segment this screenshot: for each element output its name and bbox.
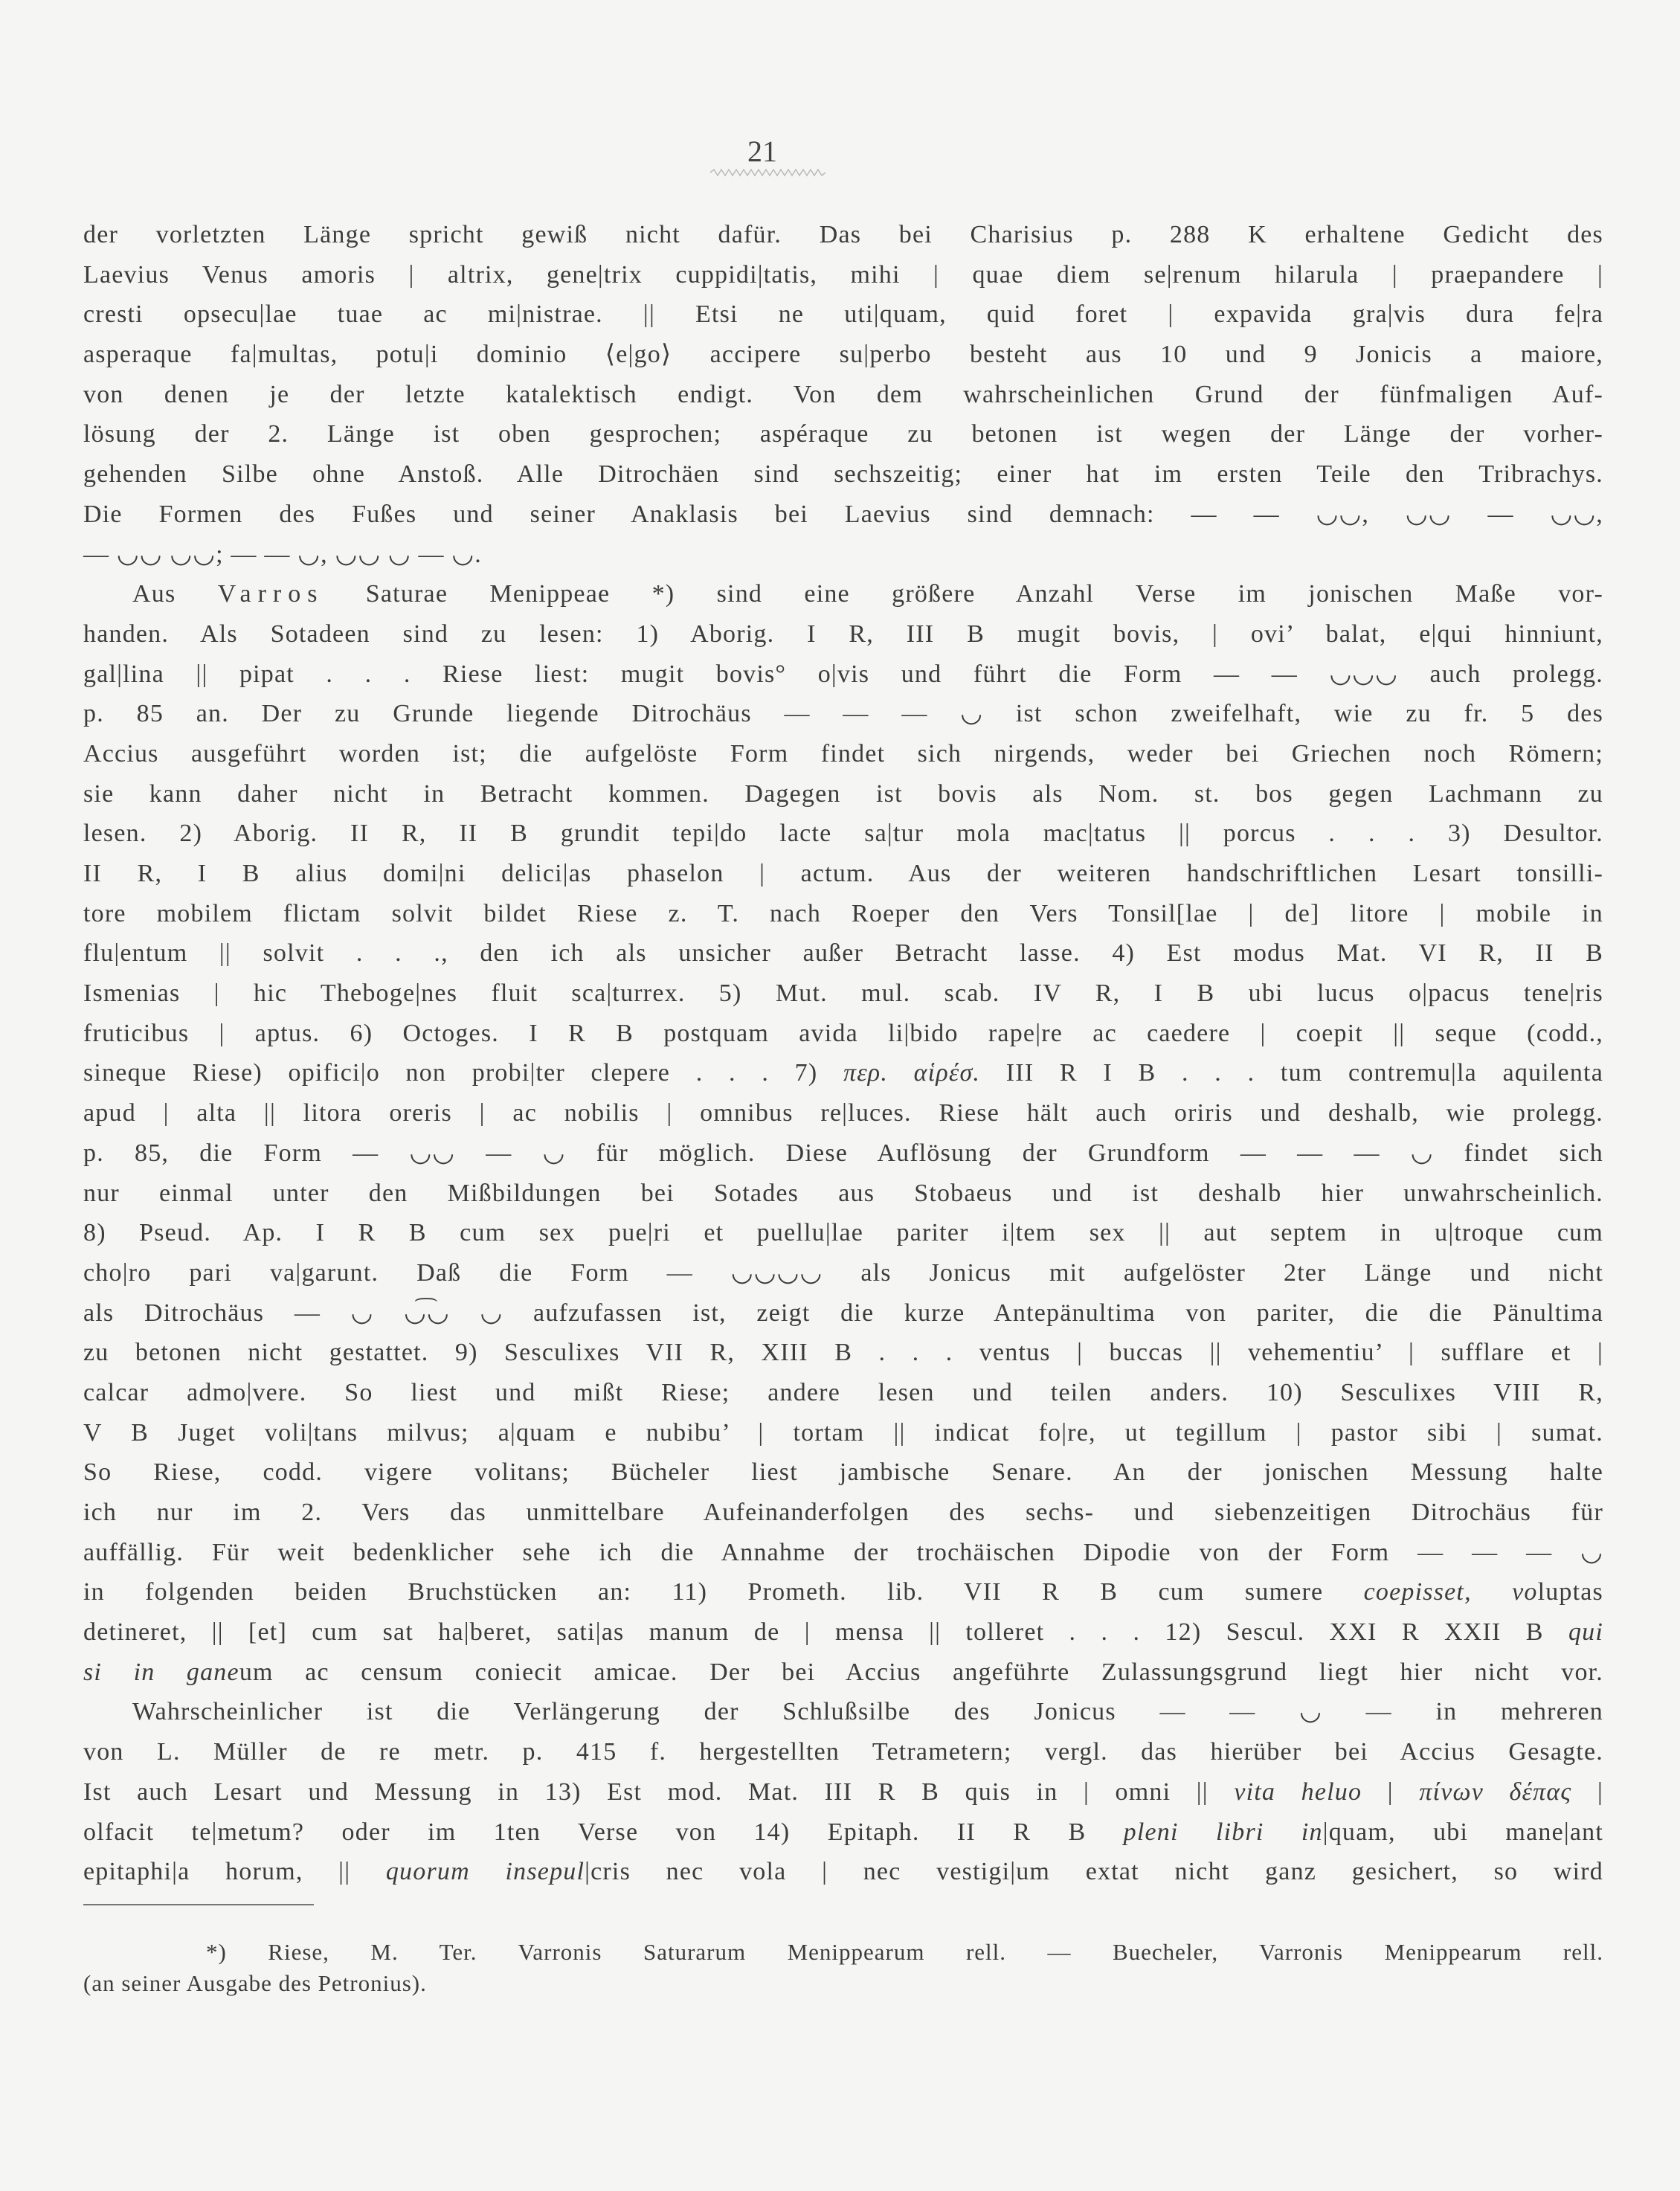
text-run: III R I B . . . tum contremu|la aquilenta: [980, 1059, 1603, 1087]
text-line: [83, 1732, 1603, 1772]
text-line: [83, 894, 1603, 934]
page-number: 21: [747, 135, 777, 168]
text-line: [83, 1053, 1603, 1093]
paragraph: [83, 1692, 1603, 1891]
text-line: [83, 1373, 1603, 1413]
text-run: lösung der 2. Länge ist oben gesprochen; aspéraque zu betonen ist wegen der Länge der vorher-: [83, 420, 1603, 448]
text-run: Laevius Venus amoris | altrix, gene|trix cuppidi|tatis, mihi | quae diem se|renum hilarula | praepandere |: [83, 260, 1603, 289]
text-run: Accius ausgeführt worden ist; die aufgelöste Form findet sich nirgends, weder bei Griechen noch Römern;: [83, 739, 1603, 768]
text-line: [83, 1612, 1603, 1653]
text-line: [83, 1493, 1603, 1533]
text-run: asperaque fa|multas, potu|i dominio ⟨e|go⟩ accipere su|perbo besteht aus 10 und 9 Jonicis a maiore,: [83, 341, 1603, 369]
text-run: — ◡◡ ◡◡; — — ◡, ◡◡ ◡ — ◡.: [83, 540, 482, 568]
text-run: fruticibus | aptus. 6) Octoges. I R B postquam avida li|bido rape|re ac caedere | coepit || seque (codd.,: [83, 1019, 1603, 1047]
text-run: So Riese, codd. vigere volitans; Bücheler liest jambische Senare. An der jonischen Messung halte: [83, 1458, 1603, 1487]
text-run: als Ditrochäus — ◡ ◡͡◡ ◡ aufzufassen ist, zeigt die kurze Antepänultima von pariter, die die Pänultima: [83, 1299, 1603, 1327]
footnote-line: (an seiner Ausgabe des Petronius).: [83, 1970, 427, 1996]
text-line: [83, 295, 1603, 335]
text-line: [83, 1653, 1603, 1693]
text-run: Wahrscheinlicher ist die Verlängerung der Schlußsilbe des Jonicus — — ◡ — in mehreren: [132, 1698, 1603, 1726]
paragraph: [83, 574, 1603, 1692]
italic-text: quorum insepul: [385, 1858, 585, 1886]
italic-text: pleni libri in: [1123, 1818, 1323, 1846]
text-run: apud | alta || litora oreris | ac nobilis | omnibus re|luces. Riese hält auch oriris und deshalb, wie prolegg.: [83, 1099, 1603, 1127]
italic-text: si in gane: [83, 1658, 239, 1686]
italic-text: vita heluo: [1234, 1777, 1362, 1806]
text-run: cho|ro pari va|garunt. Daß die Form — ◡◡◡◡ als Jonicus mit aufgelöster 2ter Länge und nicht: [83, 1258, 1603, 1287]
text-line: [83, 774, 1603, 814]
text-line: [83, 255, 1603, 295]
text-run: epitaphi|a horum, ||: [83, 1858, 386, 1886]
text-line: [83, 974, 1603, 1014]
text-run: |quam, ubi mane|ant: [1322, 1818, 1604, 1846]
italic-text: πίνων δέπας: [1419, 1777, 1572, 1806]
text-line: [83, 495, 1603, 535]
paragraph: [83, 215, 1603, 574]
italic-text: qui: [1568, 1618, 1603, 1647]
text-run: gal|lina || pipat . . . Riese liest: mugit bovis° o|vis und führt die Form — — ◡◡◡ auch prolegg.: [83, 660, 1603, 688]
text-line: [83, 654, 1603, 695]
text-run: 8) Pseud. Ap. I R B cum sex pue|ri et puellu|lae pariter i|tem sex || aut septem in u|troque cum: [83, 1219, 1603, 1247]
text-line: [83, 335, 1603, 375]
text-run: sineque Riese) opifici|o non probi|ter clepere . . . 7): [83, 1059, 843, 1087]
text-line: [83, 1452, 1603, 1493]
text-line: [83, 814, 1603, 854]
text-run: der vorletzten Länge spricht gewiß nicht dafür. Das bei Charisius p. 288 K erhaltene Gedicht des: [83, 221, 1603, 248]
text-run: Ist auch Lesart und Messung in 13) Est mod. Mat. III R B quis in | omni ||: [83, 1777, 1235, 1806]
text-run: um ac censum coniecit amicae. Der bei Accius angeführte Zulassungsgrund liegt hier nicht vor.: [239, 1658, 1604, 1686]
text-line: [83, 1692, 1603, 1732]
text-line: [83, 694, 1603, 734]
text-run: p. 85, die Form — ◡◡ — ◡ für möglich. Diese Auflösung der Grundform — — — ◡ findet sich: [83, 1139, 1603, 1167]
text-run: von denen je der letzte katalektisch endigt. Von dem wahrscheinlichen Grund der fünfmaligen Auf-: [83, 380, 1603, 408]
text-run: tore mobilem flictam solvit bildet Riese z. T. nach Roeper den Vers Tonsil[lae | de] litore | mobile in: [83, 899, 1603, 927]
text-line: [83, 1852, 1603, 1892]
text-line: [83, 574, 1603, 614]
text-run: von L. Müller de re metr. p. 415 f. hergestellten Tetrametern; vergl. das hierüber bei Accius Gesagte.: [83, 1738, 1603, 1766]
text-run: handen. Als Sotadeen sind zu lesen: 1) Aborig. I R, III B mugit bovis, | ovi’ balat, e|qui hinniunt,: [83, 620, 1603, 648]
text-run: zu betonen nicht gestattet. 9) Sesculixes VII R, XIII B . . . ventus | buccas || vehementiu’ | sufflare et |: [83, 1339, 1603, 1367]
text-line: [83, 1812, 1603, 1853]
spaced-emphasis-text: Varros: [217, 580, 324, 608]
text-run: nur einmal unter den Mißbildungen bei Sotades aus Stobaeus und ist deshalb hier unwahrscheinlich.: [83, 1179, 1603, 1207]
text-run: luptas: [1537, 1578, 1603, 1606]
text-line: [83, 375, 1603, 415]
text-line: [83, 614, 1603, 654]
text-run: calcar admo|vere. So liest und mißt Riese; andere lesen und teilen anders. 10) Sesculixes VIII R,: [83, 1378, 1603, 1406]
footnote-line: *) Riese, M. Ter. Varronis Saturarum Menippearum rell. — Buecheler, Varronis Menippearum rell.: [206, 1939, 1603, 1965]
text-run: olfacit te|metum? oder im 1ten Verse von 14) Epitaph. II R B: [83, 1818, 1124, 1846]
text-run: Saturae Menippeae *) sind eine größere Anzahl Verse im jonischen Maße vor-: [324, 580, 1603, 608]
text-run: flu|entum || solvit . . ., den ich als unsicher außer Betracht lasse. 4) Est modus Mat. VI R, II B: [83, 939, 1603, 968]
text-run: p. 85 an. Der zu Grunde liegende Ditrochäus — — — ◡ ist schon zweifelhaft, wie zu fr. 5 des: [83, 700, 1603, 728]
footnotes: [83, 1937, 1603, 1999]
text-run: Aus: [132, 580, 218, 608]
text-line: [83, 1213, 1603, 1253]
text-line: [83, 1133, 1603, 1174]
text-run: |cris nec vola | nec vestigi|um extat nicht ganz gesichert, so wird: [585, 1858, 1603, 1886]
text-line: [83, 414, 1603, 454]
text-run: sie kann daher nicht in Betracht kommen. Dagegen ist bovis als Nom. st. bos gegen Lachmann zu: [83, 779, 1603, 808]
text-line: [83, 215, 1603, 255]
text-run: |: [1571, 1777, 1603, 1806]
text-run: lesen. 2) Aborig. II R, II B grundit tepi|do lacte sa|tur mola mac|tatus || porcus . . . 3) Desultor.: [83, 820, 1603, 848]
text-line: [83, 854, 1603, 894]
text-line: [83, 1093, 1603, 1133]
text-run: Die Formen des Fußes und seiner Anaklasis bei Laevius sind demnach: — — ◡◡, ◡◡ — ◡◡,: [83, 500, 1603, 528]
text-run: gehenden Silbe ohne Anstoß. Alle Ditrochäen sind sechszeitig; einer hat im ersten Teile den Tribrachys.: [83, 460, 1603, 489]
italic-text: coepisset, vo: [1363, 1578, 1538, 1606]
text-line: [83, 1174, 1603, 1214]
text-line: [83, 1572, 1603, 1612]
text-run: |: [1362, 1777, 1420, 1806]
text-line: [83, 535, 1603, 575]
footnote-separator: [83, 1904, 314, 1905]
text-line: [83, 1293, 1603, 1333]
text-line: [83, 1533, 1603, 1573]
text-line: [83, 1333, 1603, 1373]
text-run: auffällig. Für weit bedenklicher sehe ich die Annahme der trochäischen Dipodie von der Form — — — ◡: [83, 1538, 1603, 1566]
text-line: [83, 1413, 1603, 1453]
text-run: II R, I B alius domi|ni delici|as phaselon | actum. Aus der weiteren handschriftlichen Lesart tonsilli-: [83, 860, 1603, 887]
text-run: detineret, || [et] cum sat ha|beret, sati|as manum de | mensa || tolleret . . . 12) Sescul. XXI R XXII B: [83, 1618, 1568, 1647]
text-run: cresti opsecu|lae tuae ac mi|nistrae. || Etsi ne uti|quam, quid foret | expavida gra|vis dura fe|ra: [83, 300, 1603, 329]
text-line: [83, 1014, 1603, 1054]
text-line: [83, 933, 1603, 974]
text-run: Ismenias | hic Theboge|nes fluit sca|turrex. 5) Mut. mul. scab. IV R, I B ubi lucus o|pacus tene|ris: [83, 979, 1603, 1008]
body-text: [83, 215, 1603, 1892]
text-line: [83, 1772, 1603, 1812]
text-line: [83, 1253, 1603, 1293]
text-run: in folgenden beiden Bruchstücken an: 11) Prometh. lib. VII R B cum sumere: [83, 1578, 1364, 1606]
wavy-ornament-divider: [710, 168, 829, 177]
text-run: ich nur im 2. Vers das unmittelbare Aufeinanderfolgen des sechs- und siebenzeitigen Ditrochäus für: [83, 1499, 1603, 1526]
text-line: [83, 734, 1603, 774]
text-run: V B Juget voli|tans milvus; a|quam e nubibu’ | tortam || indicat fo|re, ut tegillum | pastor sibi | sumat.: [83, 1418, 1603, 1447]
text-line: [83, 454, 1603, 495]
italic-text: περ. αἱρέσ.: [843, 1059, 981, 1087]
